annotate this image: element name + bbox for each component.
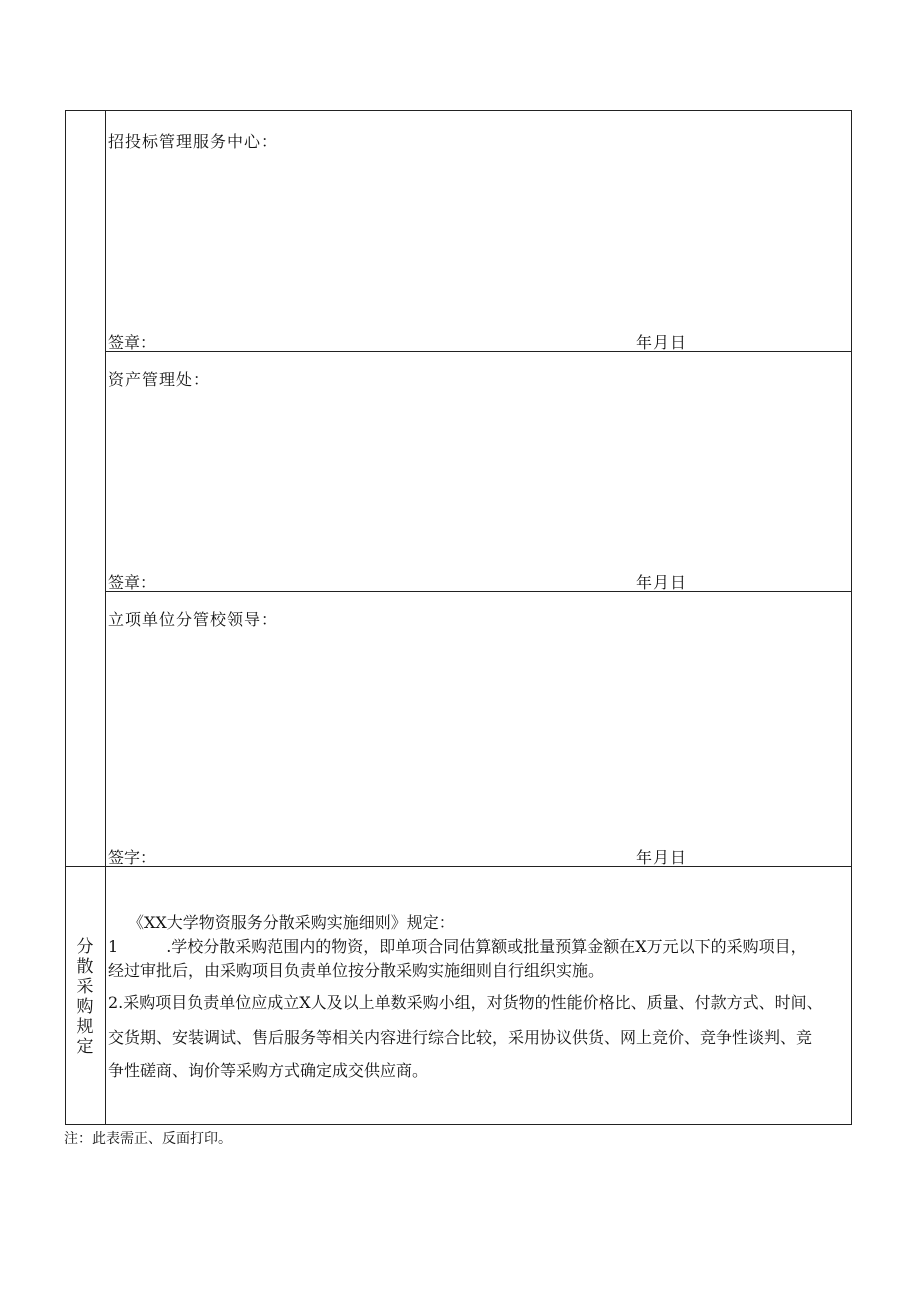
- section-divider-full: [66, 866, 852, 867]
- section-title-asset-office: 资产管理处：: [108, 370, 211, 389]
- label-char: 购: [76, 997, 94, 1017]
- rules-vertical-label: [72, 937, 98, 1057]
- sign-label-bidding-center: 签章：: [108, 333, 157, 352]
- rule-item-1-line-2: 经过审批后，由采购项目负责单位按分散采购实施细则自行组织实施。: [108, 961, 605, 980]
- rule-item-1-text: .学校分散采购范围内的物资，即单项合同估算额或批量预算金额在X万元以下的采购项目，: [166, 937, 807, 956]
- label-char: 分: [76, 937, 94, 957]
- footer-note: 注：此表需正、反面打印。: [64, 1131, 232, 1147]
- section-title-bidding-center: 招投标管理服务中心：: [108, 132, 279, 151]
- rule-item-2-line-3: 争性磋商、询价等采购方式确定成交供应商。: [108, 1061, 429, 1080]
- sign-label-school-leader: 签字：: [108, 848, 157, 867]
- section-divider: [106, 591, 852, 592]
- rule-item-1-line-1: [108, 934, 807, 957]
- date-label-bidding-center: 年月日: [636, 333, 688, 352]
- rules-intro: 《XX大学物资服务分散采购实施细则》规定：: [128, 913, 455, 932]
- label-char: 定: [76, 1037, 94, 1057]
- label-char: 散: [76, 957, 94, 977]
- rule-item-1-number: 1: [108, 937, 119, 956]
- rule-item-2-line-1: 2.采购项目负责单位应成立X人及以上单数采购小组，对货物的性能价格比、质量、付款方式、时间、: [108, 993, 823, 1012]
- label-char: 规: [76, 1017, 94, 1037]
- sign-label-asset-office: 签章：: [108, 573, 157, 592]
- section-divider: [106, 351, 852, 352]
- section-title-school-leader: 立项单位分管校领导：: [108, 610, 279, 629]
- date-label-asset-office: 年月日: [636, 573, 688, 592]
- date-label-school-leader: 年月日: [636, 848, 688, 867]
- rule-item-2-line-2: 交货期、安装调试、售后服务等相关内容进行综合比较，采用协议供货、网上竞价、竞争性谈判、竞: [108, 1028, 813, 1047]
- label-char: 采: [76, 977, 94, 997]
